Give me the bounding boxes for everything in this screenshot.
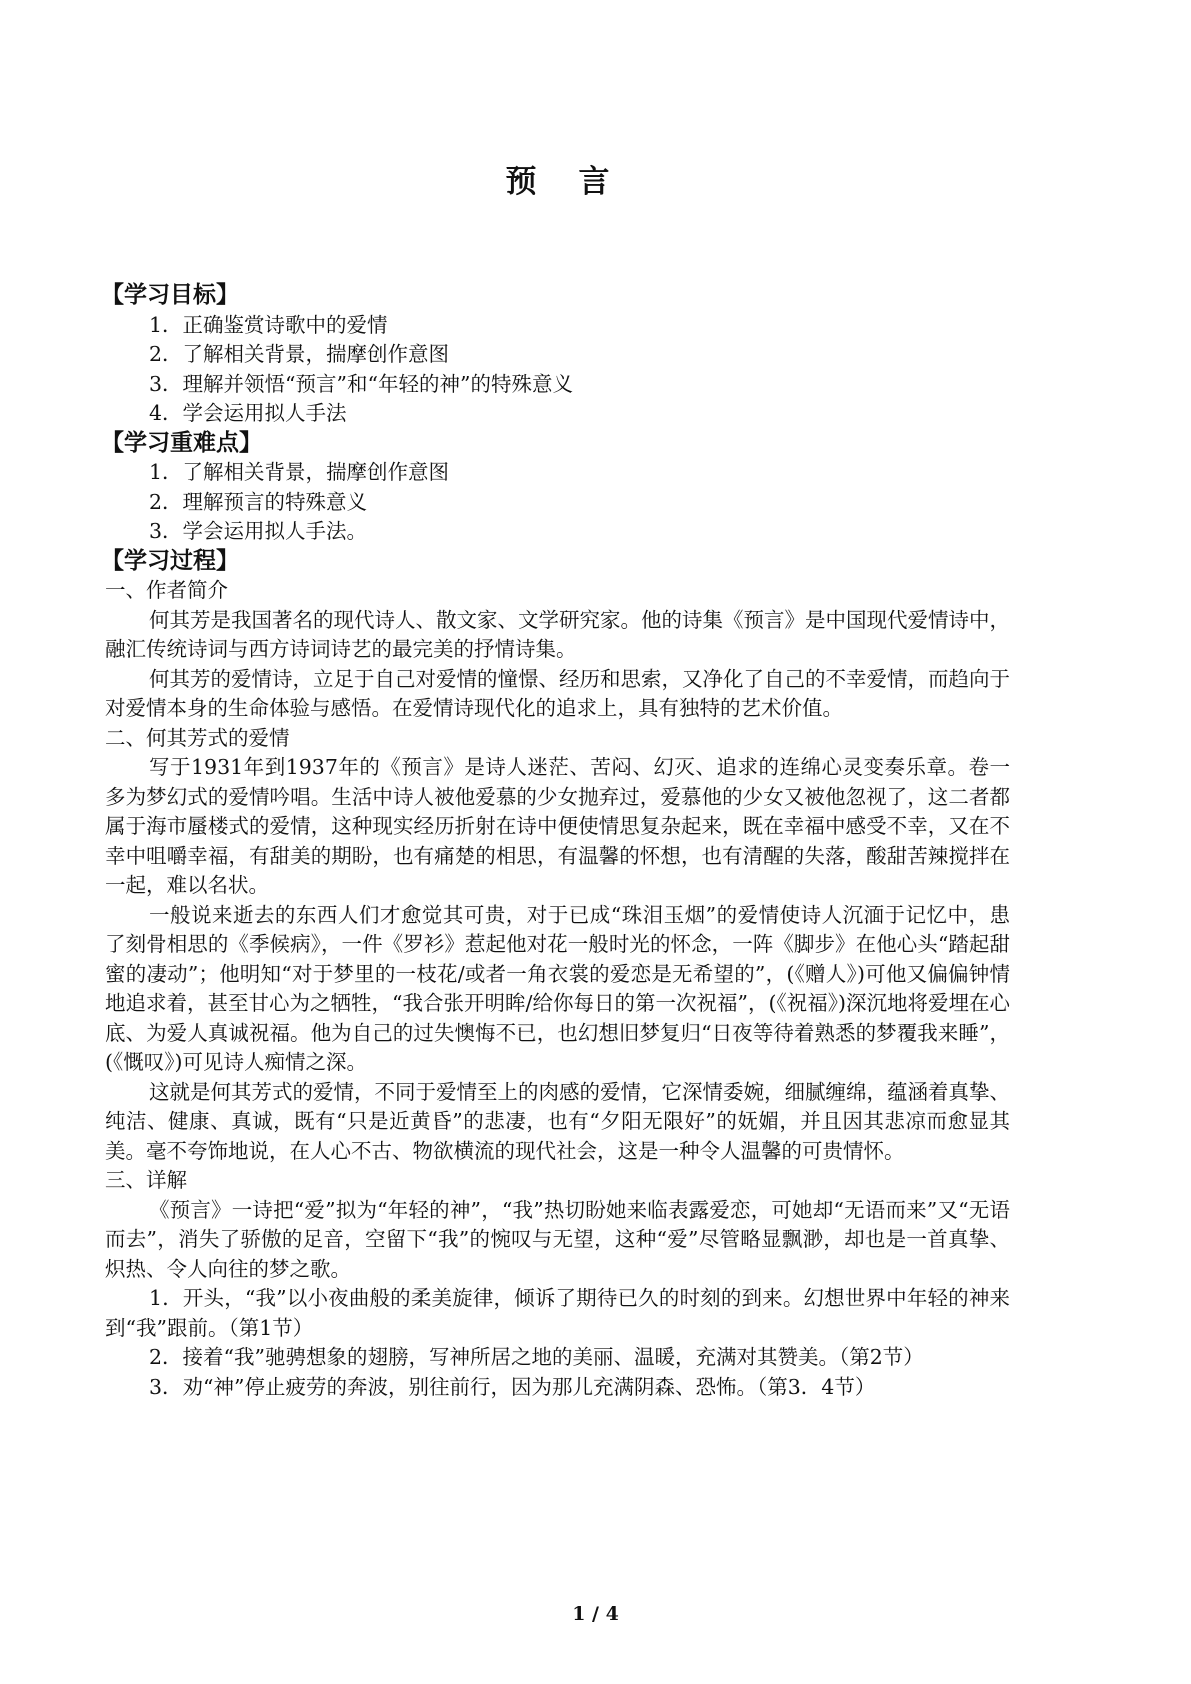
subsection-title-detail: 三、详解 — [105, 1168, 187, 1192]
page-number: 1 / 4 — [572, 1603, 619, 1625]
paragraph: 1．开头，“我”以小夜曲般的柔美旋律，倾诉了期待已久的时刻的到来。幻想世界中年轻的神来到“我”跟前。（第1节） — [105, 1286, 1010, 1340]
key-point-item-2: 2．理解预言的特殊意义 — [149, 489, 368, 514]
title-char-2: 言 — [578, 164, 610, 200]
paragraph: 2．接着“我”驰骋想象的翅膀，写神所居之地的美丽、温暖，充满对其赞美。（第2节） — [149, 1345, 924, 1369]
document-page — [101, 0, 1010, 1684]
paragraph: 何其芳的爱情诗，立足于自己对爱情的憧憬、经历和思索，又净化了自己的不幸爱情，而趋向于对爱情本身的生命体验与感悟。在爱情诗现代化的追求上，具有独特的艺术价值。 — [105, 666, 1010, 720]
goal-item-1: 1．正确鉴赏诗歌中的爱情 — [149, 312, 388, 337]
paragraph: 写于1931年到1937年的《预言》是诗人迷茫、苦闷、幻灭、追求的连绵心灵变奏乐章。卷一多为梦幻式的爱情吟唱。生活中诗人被他爱慕的少女抛弃过，爱慕他的少女又被他忽视了，这二者都属于海市蜃楼式的爱情，这种现实经历折射在诗中便使情思复杂起来，既在幸福中感受不幸，又在不幸中咀嚼幸福，有甜美的期盼，也有痛楚的相思，有温馨的怀想，也有清醒的失落，酸甜苦辣搅拌在一起，难以名状。 — [105, 755, 1010, 897]
section-heading-key-points: 【学习重难点】 — [101, 429, 262, 456]
paragraph: 何其芳是我国著名的现代诗人、散文家、文学研究家。他的诗集《预言》是中国现代爱情诗中，融汇传统诗词与西方诗词诗艺的最完美的抒情诗集。 — [105, 607, 1010, 661]
section-heading-process: 【学习过程】 — [101, 547, 239, 574]
paragraph: 这就是何其芳式的爱情，不同于爱情至上的肉感的爱情，它深情委婉，细腻缠绵，蕴涵着真挚、纯洁、健康、真诚，既有“只是近黄昏”的悲凄，也有“夕阳无限好”的妩媚，并且因其悲凉而愈显其美。毫不夸饰地说，在人心不古、物欲横流的现代社会，这是一种令人温馨的可贵情怀。 — [105, 1079, 1010, 1163]
section-heading-goals: 【学习目标】 — [101, 282, 239, 308]
title-char-1: 预 — [505, 164, 537, 200]
document-body — [101, 281, 1010, 1402]
goal-item-3: 3．理解并领悟“预言”和“年轻的神”的特殊意义 — [149, 371, 573, 396]
goal-item-4: 4．学会运用拟人手法 — [149, 401, 347, 425]
subsection-title-author: 一、作者简介 — [105, 578, 228, 602]
document-title — [105, 156, 1010, 201]
key-point-item-1: 1．了解相关背景，揣摩创作意图 — [149, 460, 450, 484]
subsection-title-love: 二、何其芳式的爱情 — [105, 725, 290, 750]
paragraph: 一般说来逝去的东西人们才愈觉其可贵，对于已成“珠泪玉烟”的爱情使诗人沉湎于记忆中，患了刻骨相思的《季候病》，一件《罗衫》惹起他对花一般时光的怀念，一阵《脚步》在他心头“踏起甜蜜的凄动”；他明知“对于梦里的一枝花/或者一角衣裳的爱恋是无希望的”，(《赠人》)可他又偏偏钟情地追求着，甚至甘心为之牺牲，“我合张开明眸/给你每日的第一次祝福”，(《祝福》)深沉地将爱埋在心底、为爱人真诚祝福。他为自己的过失懊悔不已，也幻想旧梦复归“日夜等待着熟悉的梦覆我来睡”，(《慨叹》)可见诗人痴情之深。 — [105, 902, 1010, 1074]
paragraph: 3．劝“神”停止疲劳的奔波，别往前行，因为那儿充满阴森、恐怖。（第3．4节） — [149, 1374, 876, 1399]
paragraph: 《预言》一诗把“爱”拟为“年轻的神”，“我”热切盼她来临表露爱恋，可她却“无语而来”又“无语而去”，消失了骄傲的足音，空留下“我”的惋叹与无望，这种“爱”尽管略显飘渺，却也是一首真挚、炽热、令人向往的梦之歌。 — [105, 1197, 1010, 1281]
key-point-item-3: 3．学会运用拟人手法。 — [149, 519, 368, 543]
goal-item-2: 2．了解相关背景，揣摩创作意图 — [149, 342, 450, 366]
